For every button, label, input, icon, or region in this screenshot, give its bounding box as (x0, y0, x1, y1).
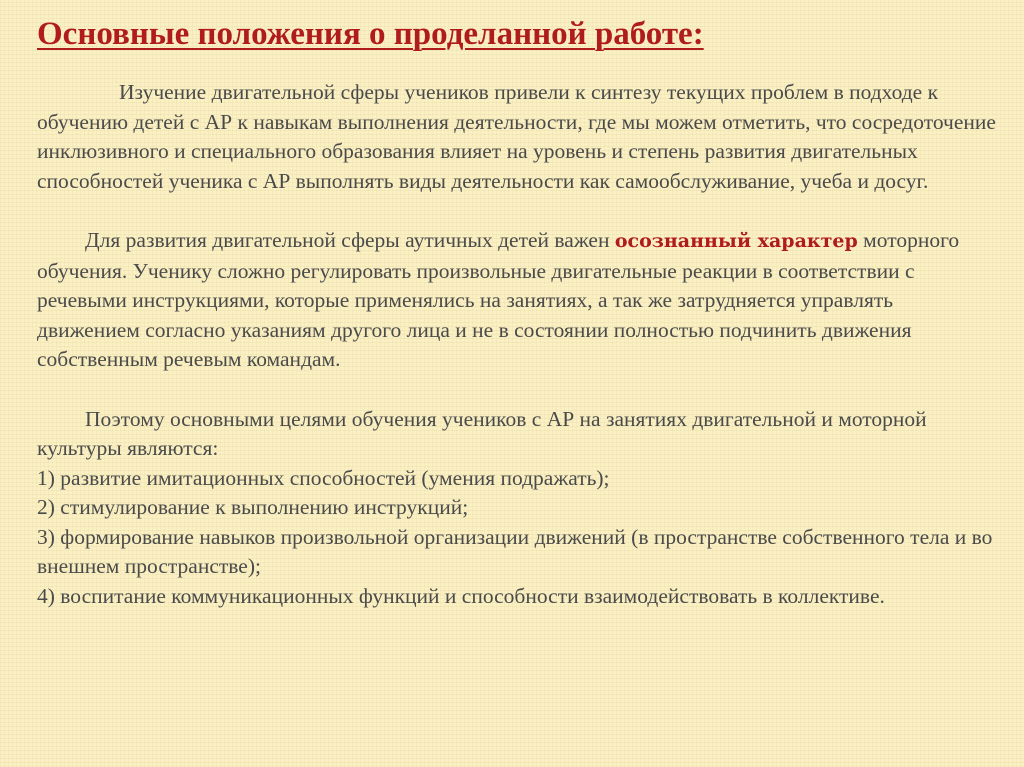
goal-item-2: 2) стимулирование к выполнению инструкций; (37, 495, 469, 519)
paragraph-motor-development-end: моторного обучения. Ученику сложно регулировать произвольные двигательные реакции в соответствии с речевыми инструкциями, которые применялись на занятиях, а так же затрудняется управлять движением согласно указаниям другого лица и не в состоянии полностью подчинить движения собственным речевым командам. (37, 228, 960, 371)
goal-item-3: 3) формирование навыков произвольной организации движений (в пространстве собственного тела и во внешнем пространстве); (37, 524, 993, 578)
paragraph-motor-development (37, 226, 997, 375)
paragraph-motor-study (37, 78, 997, 196)
goal-item-4: 4) воспитание коммуникационных функций и способности взаимодействовать в коллективе. (37, 583, 885, 608)
goal-item-1: 1) развитие имитационных способностей (умения подражать); (37, 465, 610, 490)
paragraph-motor-study-text: Изучение двигательной сферы учеников привели к синтезу текущих проблем в подходе к обучению детей с АР к навыкам выполнения деятельности, где мы можем отметить, что сосредоточение инклюзивного и специального образования влияет на уровень и степень развития двигательных способностей ученика с АР выполнять виды деятельности как самообслуживание, учеба и досуг. (37, 80, 996, 193)
paragraph-goals-intro-text: Поэтому основными целями обучения учеников с АР на занятиях двигательной и моторной культуры являются: (37, 406, 927, 460)
slide-title: Основные положения о проделанной работе: (37, 16, 704, 52)
slide-body (37, 78, 997, 611)
paragraph-motor-development-start: Для развития двигательной сферы аутичных детей важен (85, 228, 615, 252)
paragraph-goals-intro (37, 405, 997, 464)
goals-list (37, 464, 997, 612)
highlighted-phrase: осознанный характер (614, 230, 858, 252)
